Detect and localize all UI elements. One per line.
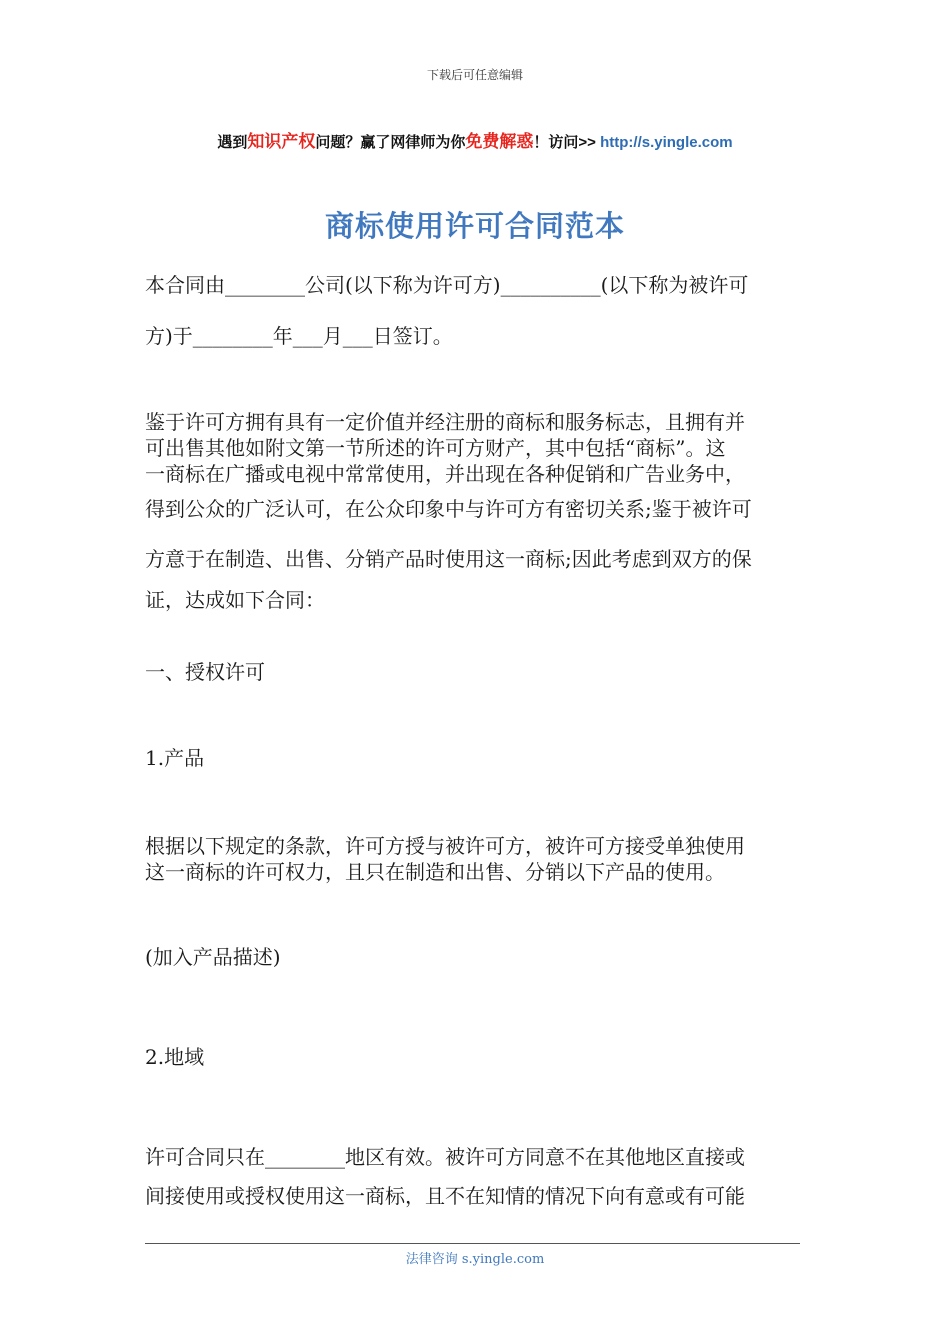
body-line: 这一商标的许可权力，且只在制造和出售、分销以下产品的使用。 (145, 860, 725, 884)
banner-link[interactable]: http://s.yingle.com (600, 134, 733, 151)
body-line: 可出售其他如附文第一节所述的许可方财产，其中包括“商标”。这 (145, 436, 726, 460)
banner-text-2: 问题？赢了网律师为你 (315, 134, 466, 151)
section-heading: 一、授权许可 (145, 660, 265, 684)
body-line: (加入产品描述) (145, 945, 281, 969)
subsection-heading: 1.产品 (145, 746, 205, 770)
body-line: 间接使用或授权使用这一商标，且不在知情的情况下向有意或有可能 (145, 1184, 745, 1208)
body-line: 许可合同只在________地区有效。被许可方同意不在其他地区直接或 (145, 1145, 745, 1169)
document-title: 商标使用许可合同范本 (324, 209, 625, 243)
subsection-heading: 2.地域 (145, 1045, 205, 1069)
banner-text-1: 遇到 (217, 134, 248, 151)
banner-text-3: ！访问>> (533, 134, 601, 151)
body-line: 得到公众的广泛认可，在公众印象中与许可方有密切关系;鉴于被许可 (145, 497, 752, 521)
body-line: 方意于在制造、出售、分销产品时使用这一商标;因此考虑到双方的保 (145, 547, 752, 571)
body-line: 一商标在广播或电视中常常使用，并出现在各种促销和广告业务中， (145, 462, 745, 486)
promo-banner (0, 127, 950, 152)
body-line: 本合同由________公司(以下称为许可方)__________(以下称为被许可 (145, 273, 749, 297)
body-line: 鉴于许可方拥有具有一定价值并经注册的商标和服务标志，且拥有并 (145, 410, 745, 434)
body-line: 方)于________年___月___日签订。 (145, 324, 453, 348)
banner-highlight-ip: 知识产权 (247, 132, 316, 151)
body-line: 证，达成如下合同： (145, 588, 325, 612)
body-line: 根据以下规定的条款，许可方授与被许可方，被许可方接受单独使用 (145, 834, 745, 858)
footer-text: 法律咨询 s.yingle.com (405, 1252, 545, 1267)
header-note: 下载后可任意编辑 (426, 68, 523, 82)
footer-divider (145, 1243, 800, 1244)
banner-highlight-free: 免费解惑 (465, 132, 534, 151)
